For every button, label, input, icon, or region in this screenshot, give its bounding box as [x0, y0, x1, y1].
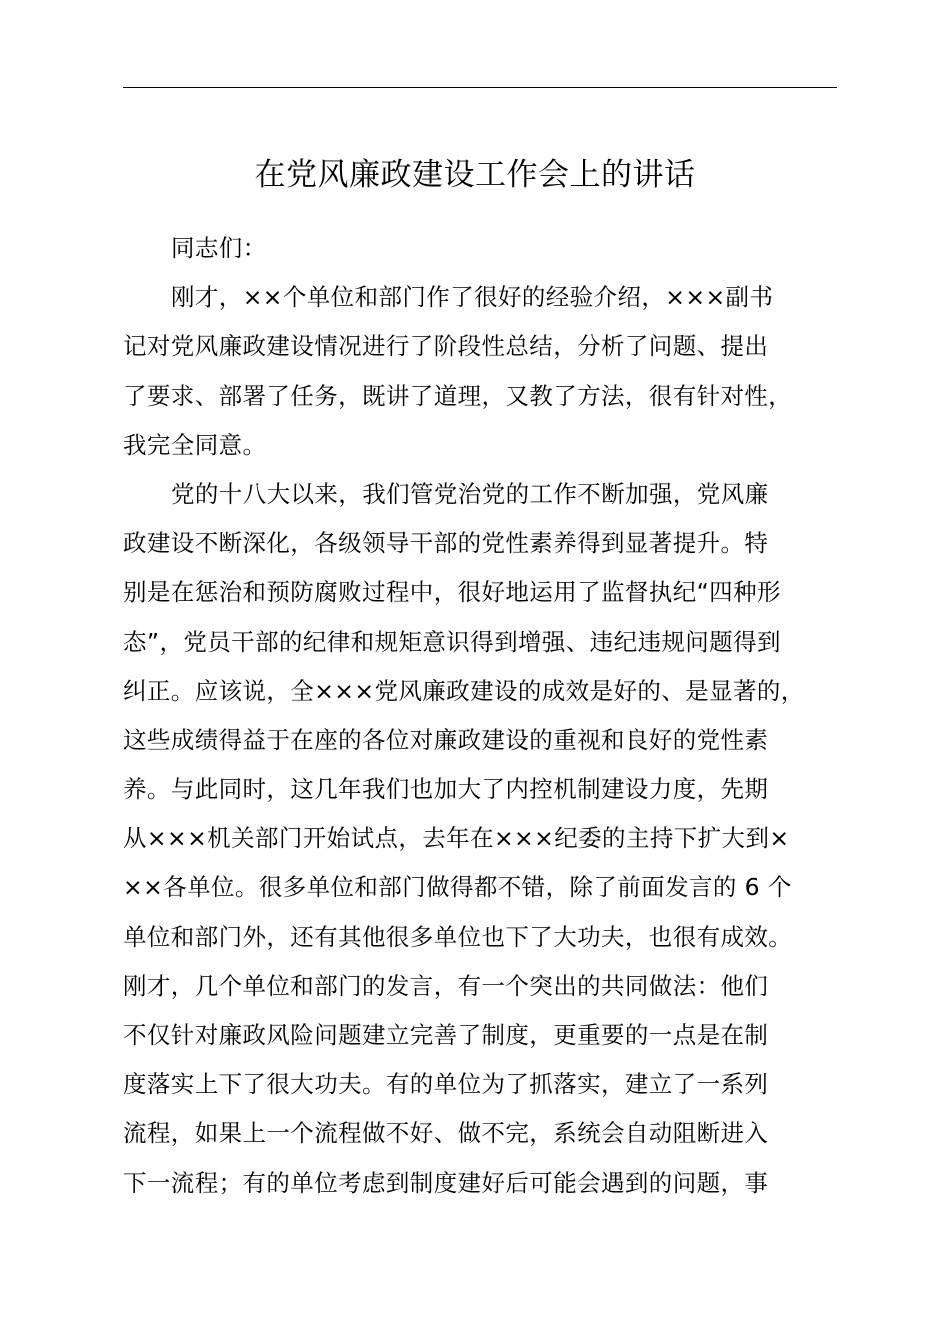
paragraph-line: 度落实上下了很大功夫。有的单位为了抓落实，建立了一系列: [123, 1070, 769, 1099]
paragraph-line: 了要求、部署了任务，既讲了道理，又教了方法，很有针对性，: [123, 381, 793, 410]
document-body: [123, 224, 843, 1208]
paragraph-line: 养。与此同时，这几年我们也加大了内控机制建设力度，先期: [123, 775, 769, 804]
paragraph-line: ××各单位。很多单位和部门做得都不错，除了前面发言的 6 个: [123, 873, 792, 902]
paragraph-line: 政建设不断深化，各级领导干部的党性素养得到显著提升。特: [123, 529, 769, 558]
paragraph-line: 不仅针对廉政风险问题建立完善了制度，更重要的一点是在制: [123, 1021, 769, 1049]
paragraph-line: 下一流程；有的单位考虑到制度建好后可能会遇到的问题，事: [123, 1168, 769, 1197]
paragraph-line: 记对党风廉政建设情况进行了阶段性总结，分析了问题、提出: [123, 332, 769, 361]
paragraph-line: 刚才，××个单位和部门作了很好的经验介绍，×××副书: [171, 283, 774, 312]
paragraph-line: 态”，党员干部的纪律和规矩意识得到增强、违纪违规问题得到: [123, 627, 781, 656]
paragraph-line: 刚才，几个单位和部门的发言，有一个突出的共同做法：他们: [123, 971, 769, 1000]
document-title: 在党风廉政建设工作会上的讲话: [254, 157, 696, 193]
header-divider: [123, 87, 837, 88]
paragraph-line: 这些成绩得益于在座的各位对廉政建设的重视和良好的党性素: [123, 725, 769, 754]
paragraph-line: 单位和部门外，还有其他很多单位也下了大功夫，也很有成效。: [123, 922, 793, 951]
paragraph-line: 别是在惩治和预防腐败过程中，很好地运用了监督执纪“四种形: [123, 578, 781, 607]
paragraph-line: 纠正。应该说，全×××党风廉政建设的成效是好的、是显著的，: [123, 676, 805, 705]
salutation-line: 同志们：: [171, 234, 267, 262]
paragraph-line: 流程，如果上一个流程做不好、做不完，系统会自动阻断进入: [123, 1119, 769, 1148]
paragraph-line: 从×××机关部门开始试点，去年在×××纪委的主持下扩大到×: [123, 824, 790, 853]
paragraph-line: 我完全同意。: [123, 430, 267, 459]
paragraph-line: 党的十八大以来，我们管党治党的工作不断加强，党风廉: [171, 479, 769, 508]
